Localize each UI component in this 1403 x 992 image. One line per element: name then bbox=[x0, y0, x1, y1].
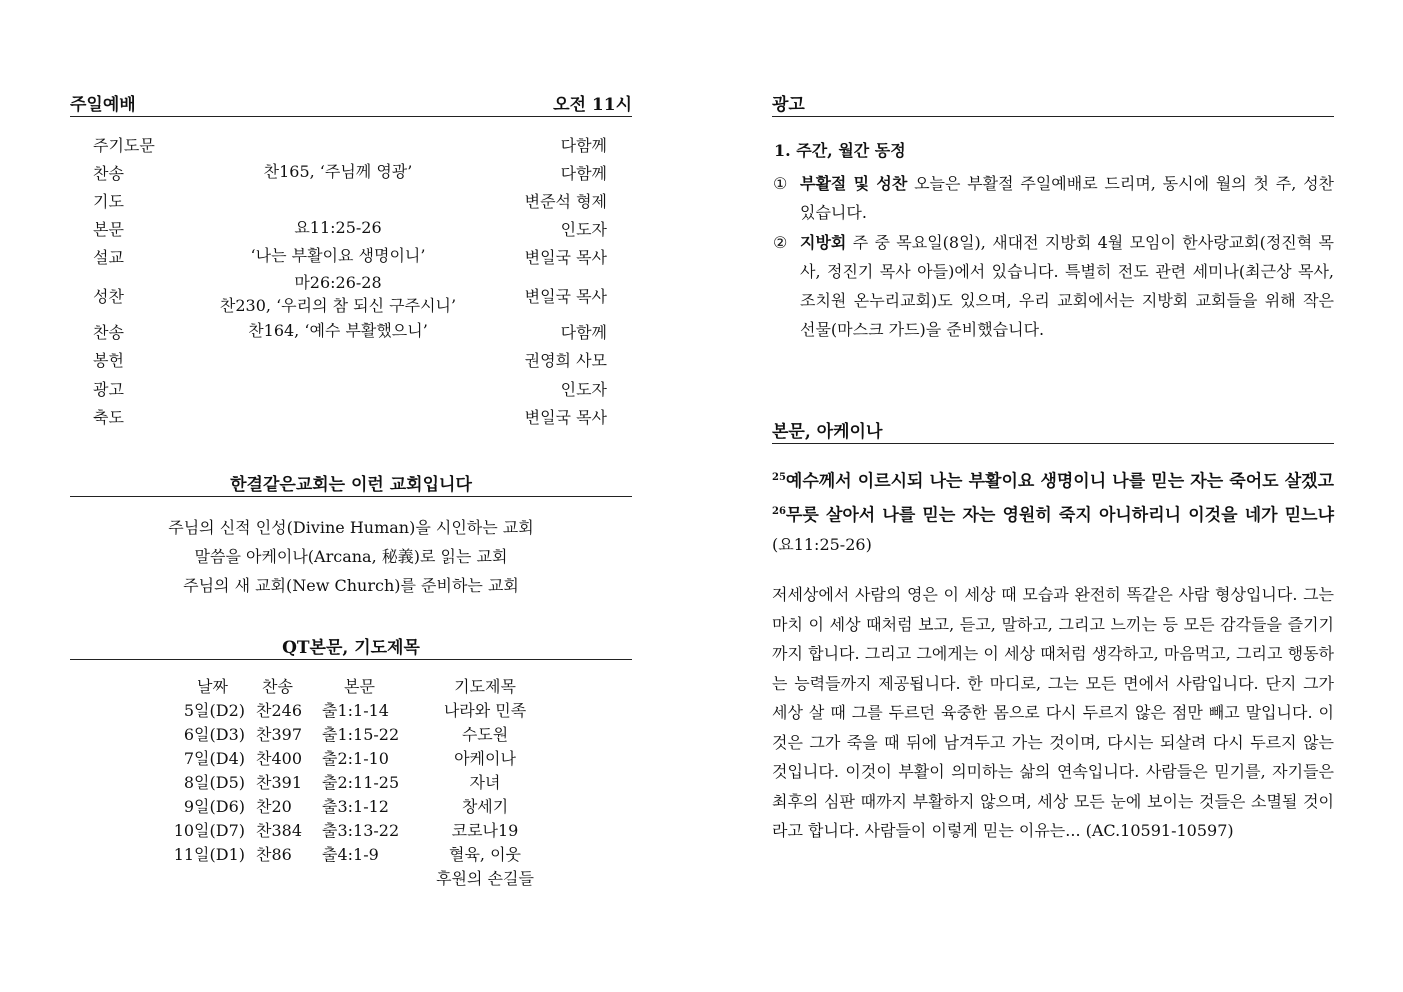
qt-prayer: 코로나19 bbox=[451, 821, 519, 840]
ads-title: 광고 bbox=[772, 95, 805, 115]
order-row bbox=[93, 348, 607, 370]
order-label: 축도 bbox=[93, 408, 124, 427]
qt-hymn: 찬384 bbox=[256, 821, 302, 840]
order-leader: 인도자 bbox=[560, 380, 607, 399]
qt-text: 출3:13-22 bbox=[322, 821, 400, 840]
qt-date: 10일(D7) bbox=[173, 821, 245, 840]
qt-prayer: 나라와 민족 bbox=[443, 701, 527, 720]
order-leader: 다함께 bbox=[560, 164, 607, 183]
order-content: 요11:25-26 bbox=[294, 218, 382, 237]
scripture-passage bbox=[772, 463, 1334, 560]
order-label: 주기도문 bbox=[93, 136, 155, 155]
order-label: 본문 bbox=[93, 220, 124, 239]
verse-number: 25 bbox=[772, 472, 786, 483]
qt-text: 출1:15-22 bbox=[322, 725, 400, 744]
order-row bbox=[93, 161, 607, 183]
qt-prayer: 아케이나 bbox=[454, 749, 516, 768]
order-label: 찬송 bbox=[93, 164, 124, 183]
scripture-reference: (요11:25-26) bbox=[772, 535, 872, 555]
worship-header bbox=[70, 94, 632, 117]
qt-date: 7일(D4) bbox=[183, 749, 245, 768]
ad-item-text: 오늘은 부활절 주일예배로 드리며, 동시에 월의 첫 주, 성찬 있습니다. bbox=[800, 174, 1334, 222]
qt-title: QT본문, 기도제목 bbox=[282, 638, 420, 658]
qt-hymn-column bbox=[256, 675, 316, 867]
qt-hymn: 찬391 bbox=[256, 773, 302, 792]
order-content: ‘나는 부활이요 생명이니’ bbox=[250, 246, 426, 265]
ad-number: ① bbox=[773, 174, 788, 193]
qt-hymn: 찬397 bbox=[256, 725, 302, 744]
order-leader: 다함께 bbox=[560, 136, 607, 155]
order-label: 광고 bbox=[93, 380, 124, 399]
qt-date: 5일(D2) bbox=[183, 701, 245, 720]
mission-line: 주님의 새 교회(New Church)를 준비하는 교회 bbox=[183, 576, 519, 595]
qt-date-column bbox=[160, 675, 245, 867]
worship-title: 주일예배 bbox=[70, 95, 136, 115]
church-title: 한결같은교회는 이런 교회입니다 bbox=[230, 475, 472, 495]
qt-text: 출4:1-9 bbox=[322, 845, 379, 864]
order-content-line2: 찬230, ‘우리의 참 되신 구주시니’ bbox=[219, 296, 457, 315]
qt-text-column bbox=[322, 675, 412, 867]
order-content: 찬164, ‘예수 부활했으니’ bbox=[248, 321, 428, 340]
order-row bbox=[93, 272, 607, 318]
verse-text: 무릇 살아서 나를 믿는 자는 영원히 죽지 아니하리니 이것을 네가 믿느냐 bbox=[785, 505, 1334, 526]
order-leader: 변일국 목사 bbox=[524, 287, 607, 306]
qt-hymn: 찬20 bbox=[256, 797, 292, 816]
qt-text: 출3:1-12 bbox=[322, 797, 389, 816]
arcana-header bbox=[772, 421, 1334, 444]
order-row bbox=[93, 320, 607, 342]
qt-prayer: 수도원 bbox=[461, 725, 509, 744]
qt-hymn: 찬400 bbox=[256, 749, 302, 768]
qt-header-date: 날짜 bbox=[197, 677, 228, 696]
order-leader: 변일국 목사 bbox=[524, 248, 607, 267]
ad-item-title: 부활절 및 성찬 bbox=[800, 174, 908, 193]
ads-header bbox=[772, 94, 1334, 117]
church-header bbox=[70, 474, 632, 497]
verse-text: 예수께서 이르시되 나는 부활이요 생명이니 나를 믿는 자는 죽어도 살겠고 bbox=[785, 471, 1334, 492]
qt-date: 6일(D3) bbox=[183, 725, 245, 744]
qt-date: 8일(D5) bbox=[183, 773, 245, 792]
qt-date: 9일(D6) bbox=[183, 797, 245, 816]
order-row bbox=[93, 245, 607, 267]
qt-prayer: 창세기 bbox=[461, 797, 509, 816]
order-label: 설교 bbox=[93, 248, 124, 267]
ad-item-title: 지방회 bbox=[800, 233, 847, 252]
order-leader: 변일국 목사 bbox=[524, 408, 607, 427]
qt-hymn: 찬86 bbox=[256, 845, 292, 864]
arcana-title: 본문, 아케이나 bbox=[772, 422, 883, 442]
ad-item-text: 주 중 목요일(8일), 새대전 지방회 4월 모임이 한사랑교회(정진혁 목사, 정진기 목사 아들)에서 있습니다. 특별히 전도 관련 세미나(최근상 목사, 조치원 온누리교회)도 있으며, 우리 교회에서는 지방회 교회들을 위해 작은 선물(마스크 가드)을 준비했습니다. bbox=[800, 233, 1334, 339]
order-label: 기도 bbox=[93, 192, 124, 211]
ad-item bbox=[773, 228, 1334, 344]
qt-text: 출2:11-25 bbox=[322, 773, 400, 792]
order-label: 성찬 bbox=[93, 287, 124, 306]
mission-line: 주님의 신적 인성(Divine Human)을 시인하는 교회 bbox=[168, 518, 534, 537]
qt-prayer: 자녀 bbox=[469, 773, 501, 792]
order-leader: 인도자 bbox=[560, 220, 607, 239]
ads-subtitle: 1. 주간, 월간 동정 bbox=[774, 141, 906, 160]
order-row bbox=[93, 189, 607, 211]
arcana-body: 저세상에서 사람의 영은 이 세상 때 모습과 완전히 똑같은 사람 형상입니다. 그는 마치 이 세상 때처럼 보고, 듣고, 말하고, 그리고 느끼는 등 모든 감각들을 즐기기까지 합니다. 그리고 그에게는 이 세상 때처럼 생각하고, 마음먹고, 그리고 행동하는 능력들까지 제공됩니다. 한 마디로, 그는 모든 면에서 사람입니다. 단지 그가 세상 살 때 그를 두르던 육중한 몸으로 다시 두르지 않은 점만 빼고 말입니다. 이것은 그가 죽을 때 뒤에 남겨두고 가는 것이며, 다시는 되살려 다시 두르지 않는 것입니다. 이것이 부활이 의미하는 삶의 연속입니다. 사람들은 믿기를, 자기들은 최후의 심판 때까지 부활하지 않으며, 세상 모든 눈에 보이는 것들은 소멸될 것이라고 합니다. 사람들이 이렇게 믿는 이유는... (AC.10591-10597) bbox=[772, 585, 1334, 840]
ad-item bbox=[773, 169, 1334, 227]
qt-date: 11일(D1) bbox=[173, 845, 245, 864]
order-label: 봉헌 bbox=[93, 351, 124, 370]
qt-header-text: 본문 bbox=[344, 677, 375, 696]
qt-prayer: 혈육, 이웃 bbox=[449, 845, 521, 864]
mission-line: 말씀을 아케이나(Arcana, 秘義)로 읽는 교회 bbox=[194, 547, 508, 566]
order-leader: 권영희 사모 bbox=[524, 351, 607, 370]
qt-prayer-extra: 후원의 손길들 bbox=[436, 869, 534, 888]
order-label: 찬송 bbox=[93, 323, 124, 342]
order-leader: 다함께 bbox=[560, 323, 607, 342]
qt-text: 출2:1-10 bbox=[322, 749, 389, 768]
order-row bbox=[93, 133, 607, 155]
order-row bbox=[93, 217, 607, 239]
qt-hymn: 찬246 bbox=[256, 701, 302, 720]
order-content: 마26:26-28 bbox=[294, 273, 382, 292]
qt-header-hymn: 찬송 bbox=[262, 677, 293, 696]
order-row bbox=[93, 377, 607, 399]
verse-number: 26 bbox=[772, 505, 786, 517]
order-row bbox=[93, 405, 607, 427]
ad-number: ② bbox=[773, 233, 788, 252]
order-leader: 변준석 형제 bbox=[524, 192, 607, 211]
qt-text: 출1:1-14 bbox=[322, 701, 389, 720]
qt-header-prayer: 기도제목 bbox=[454, 677, 516, 696]
worship-time: 오전 11시 bbox=[553, 95, 632, 115]
qt-header bbox=[70, 637, 632, 660]
order-content: 찬165, ‘주님께 영광’ bbox=[263, 162, 413, 181]
qt-prayer-column bbox=[420, 675, 550, 891]
